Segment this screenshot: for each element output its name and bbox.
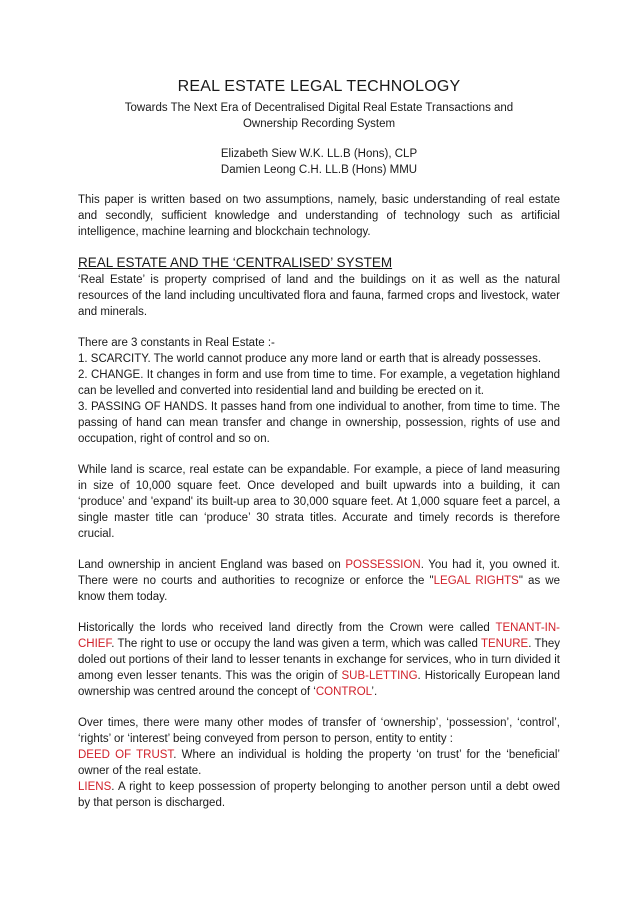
text-run: . The right to use or occupy the land was given a term, which was called: [111, 638, 481, 650]
section-heading: REAL ESTATE AND THE ‘CENTRALISED’ SYSTEM: [78, 255, 393, 270]
ownership-paragraph: [78, 557, 560, 605]
text-run: Historically the lords who received land directly from the Crown were called: [78, 622, 496, 634]
author-name: Elizabeth Siew W.K. LL.B (Hons), CLP: [220, 148, 418, 160]
authors-block: [78, 146, 560, 178]
paper-title: REAL ESTATE LEGAL TECHNOLOGY: [177, 78, 461, 95]
lords-paragraph: [78, 620, 560, 700]
expandable-paragraph: While land is scarce, real estate can be expandable. For example, a piece of land measuring in size of 10,000 square feet. Once developed and built upwards into a building, it can ‘produce’ and 'expand' its built-up area to 30,000 square feet. At 1,000 square feet a parcel, a single master title can ‘produce’ 30 strata titles. Accurate and timely records is therefore crucial.: [78, 464, 560, 540]
highlight-term: TENURE: [480, 638, 529, 650]
definition-paragraph: ‘Real Estate’ is property comprised of land and the buildings on it as well as the natural resources of the land including uncultivated flora and fauna, farmed crops and livestock, water and minerals.: [78, 274, 560, 318]
liens-item: [78, 779, 560, 811]
author-name: Damien Leong C.H. LL.B (Hons) MMU: [220, 164, 418, 176]
highlight-term: CONTROL: [315, 686, 372, 698]
text-run: . A right to keep possession of property belonging to another person until a debt owed by that person is discharged.: [78, 781, 560, 809]
highlight-term: SUB-LETTING: [341, 670, 418, 682]
constant-item: 2. CHANGE. It changes in form and use from time to time. For example, a vegetation highland can be levelled and converted into residential land and building be erected on it.: [78, 369, 560, 397]
text-run: . They doled out portions of their land to lesser tenants in exchange for services, who in turn divided it among even lesser tenants. This was the origin of: [78, 638, 561, 682]
text-run: . You had it, you owned it. There were no courts and authorities to recognize or enforce the ": [78, 559, 561, 587]
highlight-term: LEGAL RIGHTS: [433, 575, 519, 587]
highlight-term: LIENS: [78, 781, 112, 793]
text-run: . Historically European land ownership was centred around the concept of ‘: [78, 670, 560, 698]
constant-item: 1. SCARCITY. The world cannot produce any more land or earth that is already possesses.: [78, 353, 542, 365]
text-run: . Where an individual is holding the property ‘on trust’ for the ‘beneficial’ owner of the real estate.: [78, 749, 560, 777]
constant-item: 3. PASSING OF HANDS. It passes hand from one individual to another, from time to time. The passing of hand can mean transfer and change in ownership, possession, rights of use and occupation, right of control and so on.: [78, 401, 560, 445]
modes-paragraph: Over times, there were many other modes of transfer of ‘ownership’, ‘possession’, ‘control’, ‘rights’ or ‘interest’ being conveyed from person to person, entity to entity :: [78, 717, 560, 745]
constants-intro: There are 3 constants in Real Estate :-: [78, 337, 275, 349]
text-run: " as we know them today.: [78, 575, 561, 603]
document-page: [78, 78, 560, 826]
subtitle-line: Ownership Recording System: [242, 118, 396, 130]
paper-subtitle: [78, 100, 560, 132]
highlight-term: DEED OF TRUST: [78, 749, 174, 761]
highlight-term: TENANT-IN-CHIEF: [78, 622, 560, 650]
deed-of-trust-item: [78, 747, 560, 779]
subtitle-line: Towards The Next Era of Decentralised Digital Real Estate Transactions and: [124, 102, 514, 114]
text-run: Land ownership in ancient England was based on: [78, 559, 346, 571]
highlight-term: POSSESSION: [345, 559, 421, 571]
intro-paragraph: This paper is written based on two assumptions, namely, basic understanding of real estate and secondly, sufficient knowledge and understanding of technology such as artificial intelligence, machine learning and blockchain technology.: [78, 194, 560, 238]
text-run: ’.: [371, 686, 378, 698]
